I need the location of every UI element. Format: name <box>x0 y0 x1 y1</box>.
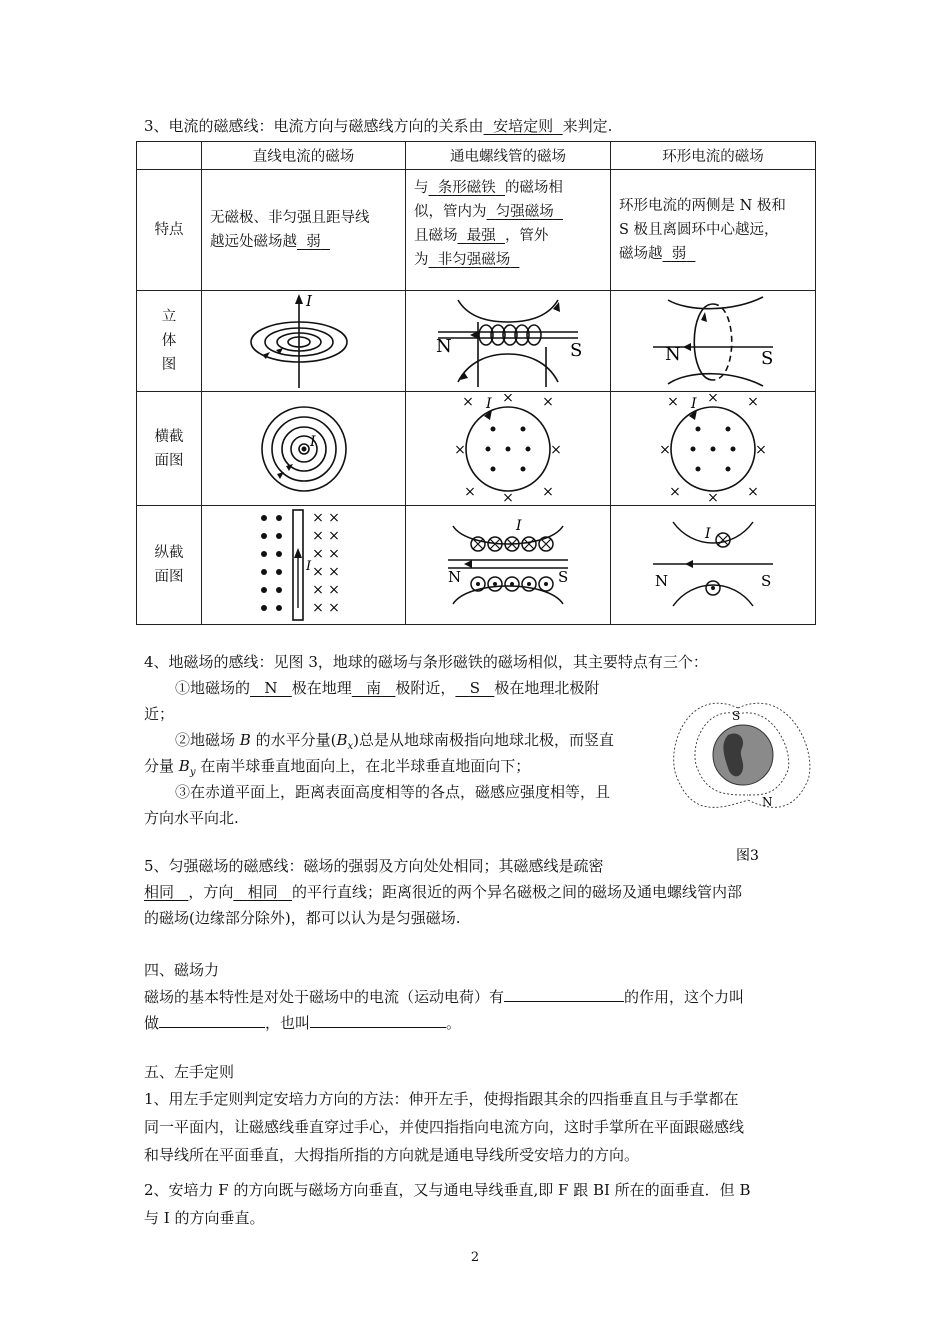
svg-text:×: × <box>327 600 340 616</box>
current-label: I <box>516 518 522 534</box>
part4-heading: 四、磁场力 <box>144 961 220 979</box>
svg-text:×: × <box>311 510 324 526</box>
svg-text:×: × <box>327 528 340 544</box>
row-label-features: 特点 <box>137 170 202 291</box>
svg-text:×: × <box>542 393 554 410</box>
blank-field[interactable] <box>310 1012 446 1028</box>
header-solenoid: 通电螺线管的磁场 <box>406 142 611 170</box>
part5-p1-line3: 和导线所在平面垂直，大拇指所指的方向就是通电导线所受安培力的方向。 <box>144 1146 640 1164</box>
ring-cross-svg <box>613 394 813 504</box>
part5-heading: 五、左手定则 <box>144 1063 235 1081</box>
blank-field[interactable] <box>159 1012 265 1028</box>
current-label: I <box>705 526 711 542</box>
earth-s-label: S <box>732 709 741 723</box>
current-label: I <box>309 433 316 450</box>
svg-text:×: × <box>311 528 324 544</box>
straight-cross-diagram <box>202 392 406 506</box>
section4-point1: ①地磁场的 N 极在地理 南 极附近， S 极在地理北极附 <box>175 679 600 697</box>
part5-p2-line1: 2、安培力 F 的方向既与磁场方向垂直，又与通电导线垂直,即 F 跟 BI 所在的面垂直．但 B <box>144 1181 751 1199</box>
svg-text:×: × <box>462 393 474 410</box>
part4-line1: 磁场的基本特性是对处于磁场中的电流（运动电荷）有 的作用，这个力叫 <box>144 988 745 1006</box>
current-label: I <box>486 395 492 412</box>
section5-line2: 相同 ，方向 相同 的平行直线；距离很近的两个异名磁极之间的磁场及通电螺线管内部 <box>144 883 742 901</box>
svg-text:×: × <box>464 483 476 500</box>
section4-point3-cont: 方向水平向北. <box>144 809 239 827</box>
svg-text:×: × <box>327 564 340 580</box>
straight-wire-3d-svg <box>204 292 404 390</box>
current-label: I <box>305 559 311 574</box>
south-label: S <box>558 568 569 586</box>
earth-magnetic-field-figure <box>668 690 818 870</box>
solenoid-features: 与 条形磁铁 的磁场相 似，管内为 匀强磁场 且磁场 最强 ，管外 为 非匀强磁场 <box>406 170 611 291</box>
ring-3d-svg <box>613 292 813 390</box>
part5-p1-line1: 1、用左手定则判定安培力方向的方法：伸开左手，使拇指跟其余的四指垂直且与手掌都在 <box>144 1090 739 1108</box>
south-label: S <box>761 572 772 590</box>
north-label: N <box>665 344 681 365</box>
ring-cross-diagram <box>611 392 816 506</box>
section4-point1-cont: 近； <box>144 705 175 723</box>
header-ring: 环形电流的磁场 <box>611 142 816 170</box>
section4-title: 4、地磁场的感线：见图 3，地球的磁场与条形磁铁的磁场相似，其主要特点有三个： <box>144 653 708 671</box>
section4-point2-cont: 分量 $B_y$ 在南半球垂直地面向上，在北半球垂直地面向下； <box>144 757 531 778</box>
solenoid-cross-svg <box>408 394 608 504</box>
svg-text:×: × <box>502 489 514 504</box>
straight-wire-cross-svg <box>204 394 404 504</box>
header-straight: 直线电流的磁场 <box>202 142 406 170</box>
part4-line2: 做 ，也叫 。 <box>144 1014 462 1032</box>
earth-n-label: N <box>762 795 773 809</box>
row-label-cross: 横截 面图 <box>137 392 202 506</box>
straight-stereo-diagram <box>202 291 406 392</box>
straight-wire-longitudinal-svg <box>204 508 404 622</box>
row-label-stereo: 立 体 图 <box>137 291 202 392</box>
section4-point3: ③在赤道平面上，距离表面高度相等的各点，磁感应强度相等，且 <box>175 783 611 801</box>
svg-text:×: × <box>327 546 340 562</box>
ring-features: 环形电流的两侧是 N 极和 S 极且离圆环中心越远， 磁场越 弱 <box>611 170 816 291</box>
straight-longitudinal-diagram <box>202 506 406 625</box>
svg-text:×: × <box>327 582 340 598</box>
svg-text:×: × <box>747 393 759 410</box>
blank-field[interactable] <box>504 986 624 1002</box>
svg-text:×: × <box>667 393 679 410</box>
part5-p2-line2: 与 I 的方向垂直。 <box>144 1209 265 1227</box>
svg-text:×: × <box>311 546 324 562</box>
svg-text:×: × <box>707 489 719 504</box>
svg-text:×: × <box>327 510 340 526</box>
section4-point2: ②地磁场 B 的水平分量$(B_x)$总是从地球南极指向地球北极，而竖直 <box>175 731 614 752</box>
svg-text:×: × <box>502 393 514 406</box>
header-corner <box>137 142 202 170</box>
north-label: N <box>448 568 462 586</box>
svg-text:×: × <box>311 600 324 616</box>
solenoid-3d-svg <box>408 292 608 390</box>
svg-text:×: × <box>707 393 719 406</box>
row-label-longitudinal: 纵截 面图 <box>137 506 202 625</box>
section5-line3: 的磁场(边缘部分除外)，都可以认为是匀强磁场. <box>144 909 461 927</box>
current-label: I <box>691 395 697 412</box>
ring-longitudinal-svg <box>613 508 813 622</box>
ring-longitudinal-diagram <box>611 506 816 625</box>
solenoid-longitudinal-svg <box>408 508 608 622</box>
current-label: I <box>305 292 312 310</box>
south-label: S <box>570 340 583 361</box>
straight-features: 无磁极、非匀强且距导线 越远处磁场越 弱 <box>202 170 406 291</box>
section3-title: 3、电流的磁感线：电流方向与磁感线方向的关系由 安培定则 来判定. <box>144 117 613 135</box>
figure-caption: 图3 <box>736 848 759 864</box>
solenoid-cross-diagram <box>406 392 611 506</box>
svg-text:×: × <box>747 483 759 500</box>
magnetic-field-table <box>136 141 816 625</box>
part5-p1-line2: 同一平面内，让磁感线垂直穿过手心，并使四指指向电流方向，这时手掌所在平面跟磁感线 <box>144 1118 745 1136</box>
svg-text:×: × <box>550 441 562 458</box>
solenoid-stereo-diagram <box>406 291 611 392</box>
svg-text:×: × <box>311 582 324 598</box>
svg-text:×: × <box>669 483 681 500</box>
section5-line1: 5、匀强磁场的磁感线：磁场的强弱及方向处处相同；其磁感线是疏密 <box>144 857 604 875</box>
svg-text:×: × <box>454 441 466 458</box>
svg-text:×: × <box>311 564 324 580</box>
svg-text:×: × <box>755 441 767 458</box>
svg-text:×: × <box>659 441 671 458</box>
svg-text:×: × <box>542 483 554 500</box>
south-label: S <box>761 348 774 369</box>
north-label: N <box>655 572 669 590</box>
north-label: N <box>436 336 452 357</box>
solenoid-longitudinal-diagram <box>406 506 611 625</box>
ring-stereo-diagram <box>611 291 816 392</box>
page-number: 2 <box>470 1250 480 1265</box>
